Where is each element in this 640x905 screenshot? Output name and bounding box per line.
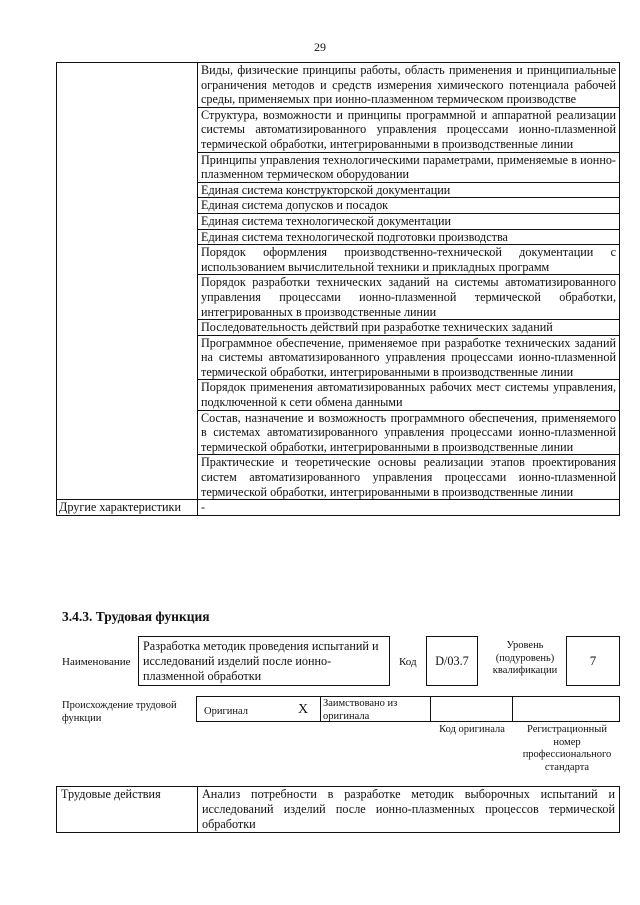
knowledge-table [56,62,620,516]
borrowed-label: Заимствовано из оригинала [323,698,398,722]
code-box [426,636,478,686]
page-number: 29 [314,40,326,54]
original-label: Оригинал [204,706,248,717]
function-name-value: Разработка методик проведения испытаний и исследований изделий после ионно-плазменной обработки [143,639,379,683]
original-mark: X [298,702,309,717]
knowledge-item: Программное обеспечение, применяемое при разработке технических заданий на системы автоматизированного управления процессами ионно-плазменной термической обработки, интегрированными в производственные линии [198,335,620,380]
knowledge-item: Практические и теоретические основы реализации этапов проектирования систем автоматизированного управления процессами ионно-плазменной термической обработки, интегрированными в производственные линии [198,455,620,500]
knowledge-item: Порядок оформления производственно-технической документации с использованием вычислительной техники и прикладных программ [198,245,620,275]
code-label: Код [399,656,417,668]
code-value: D/03.7 [435,653,469,668]
knowledge-item: Единая система технологической подготовки производства [198,229,620,245]
knowledge-item: Последовательность действий при разработке технических заданий [198,320,620,336]
level-value: 7 [589,653,597,668]
level-box [566,636,620,686]
knowledge-item: Принципы управления технологическими параметрами, применяемые в ионно-плазменном термическом оборудовании [198,152,620,182]
other-characteristics-row [57,500,620,516]
labor-actions-table [56,786,620,833]
knowledge-item: Виды, физические принципы работы, область применения и принципиальные ограничения методов и средств измерения химического потенциала рабочей среды, применяемых при ионно-плазменном термическом производстве [198,63,620,108]
knowledge-row [57,63,620,108]
labor-actions-row [57,787,620,833]
knowledge-item: Единая система допусков и посадок [198,198,620,214]
section-heading: 3.4.3. Трудовая функция [62,609,210,624]
name-label: Наименование [62,656,131,668]
level-label: Уровень (подуровень) квалификации [492,640,558,676]
origin-divider-3 [512,696,513,722]
knowledge-item: Порядок разработки технических заданий на системы автоматизированного управления процессами ионно-плазменной термической обработки, интегрированных в производственные линии [198,275,620,320]
knowledge-item: Единая система конструкторской документации [198,182,620,198]
origin-divider-1 [320,696,321,722]
labor-actions-value: Анализ потребности в разработке методик выборочных испытаний и исследований изделий после ионно-плазменных процессов термической обработки [198,787,620,833]
origin-label: Происхождение трудовой функции [62,700,177,724]
knowledge-item: Единая система технологической документации [198,213,620,229]
other-characteristics-label: Другие характеристики [57,500,198,516]
other-characteristics-value: - [198,500,620,516]
knowledge-item: Структура, возможности и принципы программной и аппаратной реализации системы автоматизированного управления процессами ионно-плазменной термической обработки, интегрированными в производственные линии [198,107,620,152]
function-name-box [138,636,390,686]
knowledge-item: Состав, назначение и возможность программного обеспечения, применяемого в системах автоматизированного управления процессами ионно-плазменной термической обработки, интегрированными в производственные линии [198,410,620,455]
labor-actions-label: Трудовые действия [57,787,198,833]
code-original-label: Код оригинала [439,724,505,735]
origin-divider-2 [430,696,431,722]
knowledge-label-cell [57,63,198,500]
reg-number-label: Регистрационный номер профессионального стандарта [522,724,612,773]
knowledge-item: Порядок применения автоматизированных рабочих мест системы управления, подключенной к сети обмена данными [198,380,620,410]
